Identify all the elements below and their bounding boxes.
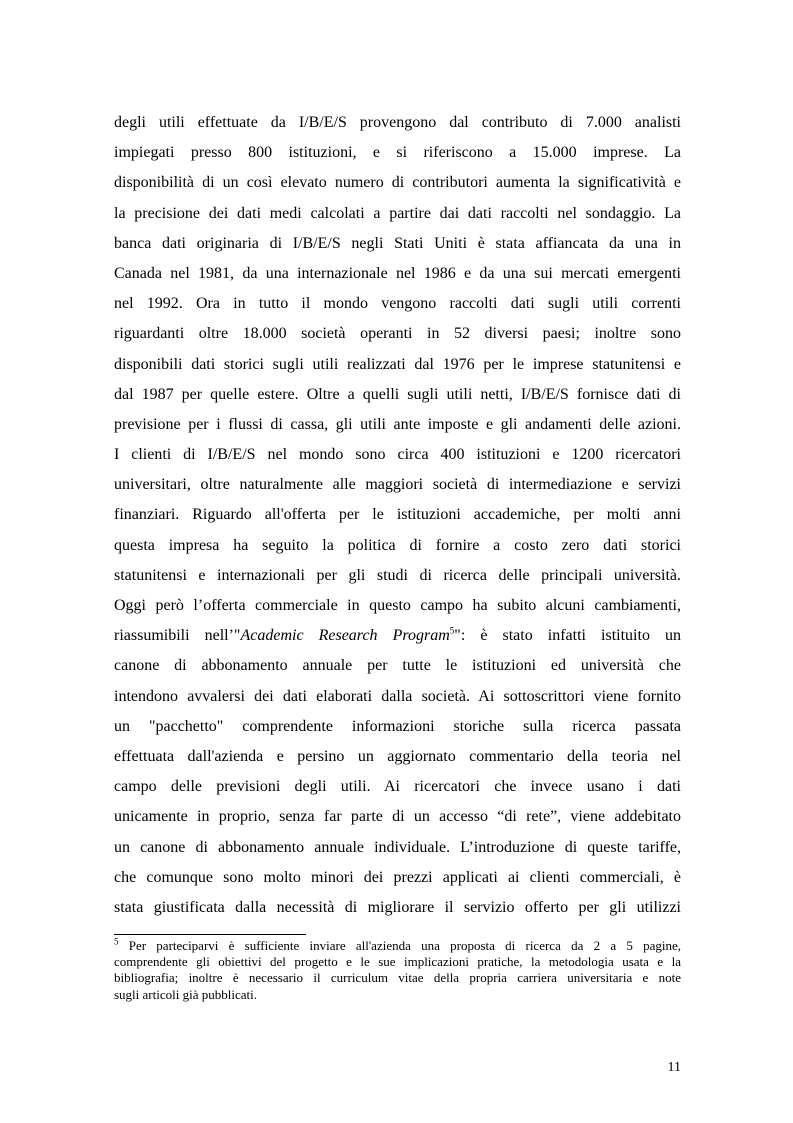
text-line: disponibili dati storici sugli utili realizzati dal 1976 per le imprese statunitensi e [114, 355, 681, 373]
text-line: riguardanti oltre 18.000 società operanti in 52 diversi paesi; inoltre sono [114, 325, 681, 343]
text-line: degli utili effettuate da I/B/E/S provengono dal contributo di 7.000 analisti [114, 114, 681, 131]
text-line: impiegati presso 800 istituzioni, e si riferiscono a 15.000 imprese. La [114, 144, 681, 162]
text-line: nel 1992. Ora in tutto il mondo vengono raccolti dati sugli utili correnti [114, 295, 681, 313]
text-line: banca dati originaria di I/B/E/S negli Stati Uniti è stata affiancata da una in [114, 234, 681, 252]
text-fragment: riassumibili nell’" [114, 627, 241, 645]
text-line: la precisione dei dati medi calcolati a partire dai dati raccolti nel sondaggio. La [114, 204, 681, 222]
text-line: universitari, oltre naturalmente alle maggiori società di intermediazione e servizi [114, 476, 681, 494]
text-line: un "pacchetto" comprendente informazioni storiche sulla ricerca passata [114, 717, 681, 735]
footnote-line: bibliografia; inoltre è necessario il curriculum vitae della propria carriera universitaria e note [114, 970, 681, 986]
text-line: disponibilità di un così elevato numero di contributori aumenta la significatività e [114, 174, 681, 192]
text-line: Oggi però l’offerta commerciale in questo campo ha subito alcuni cambiamenti, [114, 597, 681, 614]
text-line: unicamente in proprio, senza far parte di un accesso “di rete”, viene addebitato [114, 808, 681, 826]
footnote-line: comprendente gli obiettivi del progetto e le sue implicazioni pratiche, la metodologia usata e la [114, 954, 681, 970]
text-line: dal 1987 per quelle estere. Oltre a quelli sugli utili netti, I/B/E/S fornisce dati di [114, 385, 681, 403]
footnote-marker: 5 [114, 936, 119, 947]
text-fragment: ": è stato infatti istituito un [454, 627, 682, 645]
text-line: intendono avvalersi dei dati elaborati dalla società. Ai sottoscrittori viene fornito [114, 687, 681, 705]
footnote-line [114, 938, 681, 954]
text-line: Canada nel 1981, da una internazionale nel 1986 e da una sui mercati emergenti [114, 264, 681, 282]
page-number: 11 [667, 1060, 681, 1075]
text-line: effettuata dall'azienda e persino un aggiornato commentario della teoria nel [114, 747, 681, 765]
text-line: che comunque sono molto minori dei prezzi applicati ai clienti commerciali, è [114, 868, 681, 886]
footnote-text: Per parteciparvi è sufficiente inviare all'azienda una proposta di ricerca da 2 a 5 pagine, [118, 938, 681, 953]
footnote-reference: 5 [449, 625, 455, 636]
text-line: I clienti di I/B/E/S nel mondo sono circa 400 istituzioni e 1200 ricercatori [114, 446, 681, 464]
text-line: un canone di abbonamento annuale individuale. L’introduzione di queste tariffe, [114, 838, 681, 856]
text-line [114, 621, 681, 651]
text-line: stata giustificata dalla necessità di migliorare il servizio offerto per gli utilizzi [114, 898, 681, 916]
footnote-line: sugli articoli già pubblicati. [114, 986, 257, 1002]
text-line: previsione per i flussi di cassa, gli utili ante imposte e gli andamenti delle azioni. [114, 415, 681, 433]
text-line: campo delle previsioni degli utili. Ai ricercatori che invece usano i dati [114, 778, 681, 796]
program-title: Academic Research Program [240, 627, 450, 645]
body-paragraph [114, 108, 681, 923]
text-line: canone di abbonamento annuale per tutte le istituzioni ed università che [114, 657, 681, 675]
footnote-separator [114, 934, 306, 935]
text-line: questa impresa ha seguito la politica di fornire a costo zero dati storici [114, 536, 681, 554]
footnote [114, 938, 681, 1003]
text-line: statunitensi e internazionali per gli studi di ricerca delle principali università. [114, 566, 681, 584]
text-line: finanziari. Riguardo all'offerta per le istituzioni accademiche, per molti anni [114, 506, 681, 524]
